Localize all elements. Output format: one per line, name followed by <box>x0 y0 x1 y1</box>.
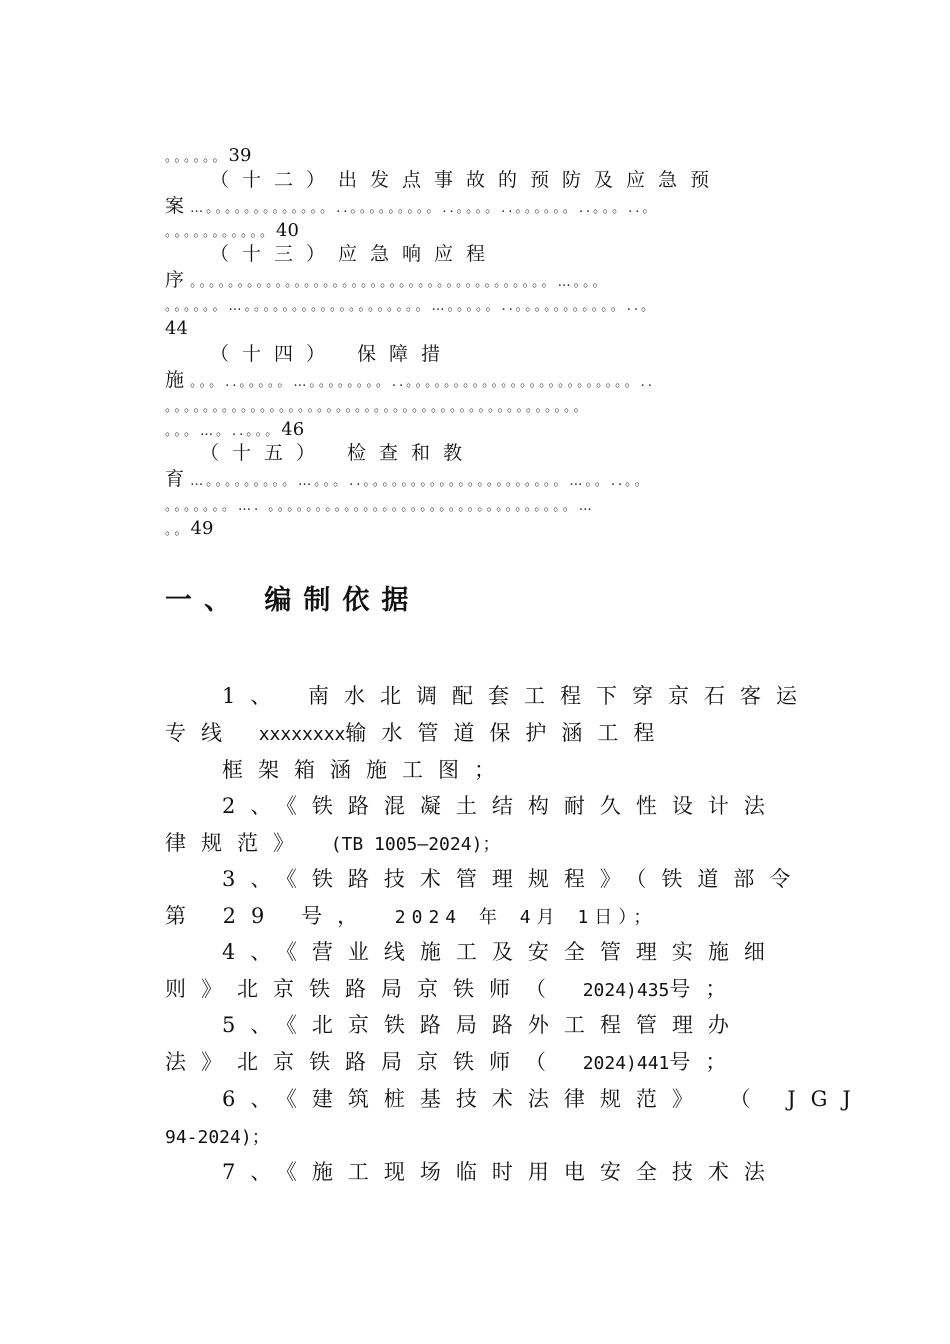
toc-entry-12-page: 。。。。。。。。。。。40 <box>165 220 299 241</box>
item-2-line-1: 2、《铁路混凝土结构耐久性设计法 <box>222 794 780 818</box>
toc-entry-14-title: （十四） 保障措 <box>210 343 454 365</box>
item-4-line-1: 4、《营业线施工及安全管理实施细 <box>222 940 780 964</box>
item-7-line-1: 7、《施工现场临时用电安全技术法 <box>222 1160 780 1184</box>
toc-entry-14-page: 。。。…。..。。。46 <box>165 419 305 440</box>
toc-entry-13-page: 44 <box>165 318 188 339</box>
item-3-line-2: 第 29 号， 2024 年 4月 1日）； <box>165 904 658 928</box>
item-6-line-2: 94-2024)； <box>165 1127 270 1148</box>
toc-entry-15-dots: 育 …。。。。。。。。。…。。。..。。。。。。。。。。。。。。。。。。。。。…。。..。。 <box>165 468 651 490</box>
item-5-line-1: 5、《北京铁路局路外工程管理办 <box>222 1013 744 1037</box>
toc-entry-15-page: 。。49 <box>165 518 214 539</box>
section-heading: 一、 编制依据 <box>165 585 421 616</box>
toc-dots: 。。。。。。 <box>165 150 229 165</box>
toc-line-dots-39 <box>165 143 251 170</box>
item-1-line-1: 1、 南水北调配套工程下穿京石客运 <box>222 684 813 708</box>
toc-page-number: 39 <box>228 145 252 166</box>
toc-entry-15-title: （十五） 检查和教 <box>200 442 476 464</box>
item-2-line-2: 律规范》 (TB 1005—2024)； <box>165 831 501 855</box>
toc-entry-13-title: （十三）应急响应程 <box>210 243 499 265</box>
toc-entry-15-dots2: 。。。。。。。…. 。。。。。。。。。。。。。。。。。。。。。。。。。。。。。。。。… <box>165 499 595 514</box>
toc-entry-12-title: （十二）出发点事故的预防及应急预 <box>210 169 723 191</box>
toc-entry-12-dots: 案 …。。。。。。。。。。。。。..。。。。。。。。。..。。。。..。。。。。。..。。。..。 <box>165 195 659 217</box>
item-1-line-3: 框架箱涵施工图； <box>222 758 510 782</box>
item-3-line-1: 3、《铁路技术管理规程》（铁道部令 <box>222 867 806 891</box>
toc-entry-14-dots: 施 。。。..。。。。。…。。。。。。。。..。。。。。。。。。。。。。。。。。。。。。。。。.. <box>165 369 655 391</box>
toc-entry-14-dots2: 。。。。。。。。。。。。。。。。。。。。。。。。。。。。。。。。。。。。。。。。。。。。 <box>165 400 590 415</box>
item-6-line-1: 6、《建筑桩基技术法律规范》 （ JGJ <box>222 1087 866 1111</box>
item-1-line-2: 专线 xxxxxxxx输水管道保护涵工程 <box>165 721 670 745</box>
toc-entry-13-dots2: 。。。。。。…。。。。。。。。。。。。。。。。。。。…。。。。。..。。。。。。。。。。。..。 <box>165 299 658 314</box>
item-5-line-2: 法》北京铁路局京铁师（ 2024)441号； <box>165 1050 742 1074</box>
toc-entry-13-dots: 序 。。。。。。。。。。。。。。。。。。。。。。。。。。。。。。。。。。。。。。…。。。 <box>165 269 609 291</box>
item-4-line-2: 则》北京铁路局京铁师（ 2024)435号； <box>165 977 742 1001</box>
